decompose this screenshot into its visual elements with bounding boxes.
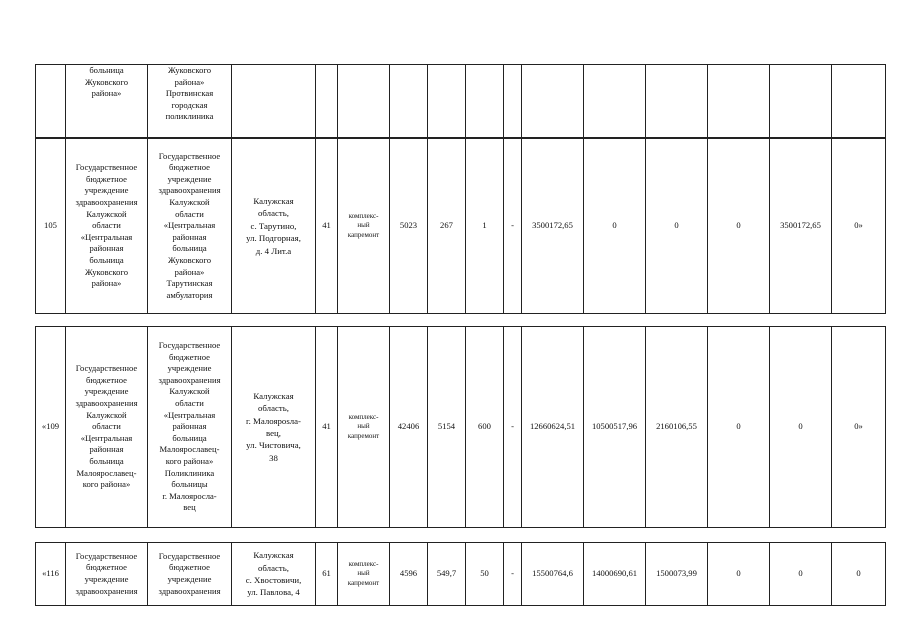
cell-f3 — [708, 65, 770, 138]
text-line: бюджетное — [86, 374, 127, 385]
cell-f4: 0 — [770, 543, 832, 606]
text-line: Калужская — [253, 195, 294, 206]
text-line: Калужской — [169, 386, 210, 397]
text-line: городская — [171, 99, 208, 110]
text-line: Калужская — [253, 390, 294, 401]
text-line: районная — [89, 243, 124, 254]
cell-f3: 0 — [708, 139, 770, 314]
table-row — [36, 543, 886, 606]
text-line: амбулатория — [166, 289, 213, 300]
text-line: Государственное — [75, 363, 138, 374]
cell-v2 — [466, 65, 504, 138]
table-row — [36, 65, 886, 138]
cell-owner — [66, 327, 148, 528]
cell-v2: 600 — [466, 327, 504, 528]
text-line: ный — [357, 569, 370, 578]
table-fragment-3 — [35, 326, 886, 528]
cell-v1: 267 — [428, 139, 466, 314]
text-line: Жуковского — [167, 254, 212, 265]
cell-v2: 50 — [466, 543, 504, 606]
text-line: капремонт — [347, 431, 380, 440]
table-row — [36, 139, 886, 314]
cell-f1: 14000690,61 — [584, 543, 646, 606]
text-line: область, — [258, 562, 289, 573]
table-row — [36, 327, 886, 528]
cell-work — [338, 139, 390, 314]
cell-institution — [148, 327, 232, 528]
text-line: здравоохранения — [158, 185, 221, 196]
text-line: больница — [172, 432, 207, 443]
text-line: д. 4 Лит.а — [255, 245, 292, 256]
text-line: Малоярославец- — [76, 467, 137, 478]
cell-number: «116 — [36, 543, 66, 606]
text-line: Государственное — [158, 550, 221, 561]
text-line: ный — [357, 422, 370, 431]
cell-f5: 0» — [832, 139, 886, 314]
text-line: районная — [172, 231, 207, 242]
cell-f2: 0 — [646, 139, 708, 314]
cell-number: 105 — [36, 139, 66, 314]
text-line: капремонт — [347, 578, 380, 587]
text-line: района» — [174, 266, 205, 277]
text-line: учреждение — [84, 386, 129, 397]
text-line: Жуковского — [84, 266, 129, 277]
text-line: учреждение — [84, 574, 129, 584]
text-line: районная — [172, 421, 207, 432]
text-line: Государственное — [75, 550, 138, 561]
cell-owner — [66, 139, 148, 314]
cell-v1: 549,7 — [428, 543, 466, 606]
text-line: Калужской — [86, 409, 127, 420]
cell-f2: 2160106,55 — [646, 327, 708, 528]
text-line: ул. Павлова, 4 — [247, 587, 300, 598]
cell-v2: 1 — [466, 139, 504, 314]
text-line: Протвинская — [165, 88, 214, 99]
cell-v1 — [428, 65, 466, 138]
cell-dash — [504, 65, 522, 138]
text-line: бюджетное — [86, 562, 127, 573]
cell-area: 4596 — [390, 543, 428, 606]
text-line: больница — [89, 254, 124, 265]
text-line: с. Хвостовичи, — [245, 575, 302, 585]
text-line: «Центральная — [163, 220, 216, 231]
text-line: здравоохранения — [75, 398, 138, 409]
table-fragment-1 — [35, 64, 886, 138]
text-line: г. Малоярosла- — [246, 415, 301, 426]
text-line: учреждение — [167, 173, 212, 184]
text-line: бюджетное — [169, 162, 210, 173]
cell-f5 — [832, 65, 886, 138]
cell-institution — [148, 543, 232, 606]
text-line: Жуковского — [84, 76, 129, 87]
text-line: здравоохранения — [75, 197, 138, 208]
cell-year — [316, 65, 338, 138]
cell-year: 41 — [316, 139, 338, 314]
cell-total: 15500764,6 — [522, 543, 584, 606]
text-line: ул. Подгорная, — [246, 233, 301, 244]
text-line: 38 — [269, 452, 278, 463]
cell-v1: 5154 — [428, 327, 466, 528]
text-line: районная — [89, 444, 124, 455]
text-line: больницы — [171, 479, 208, 490]
text-line: области — [92, 220, 121, 231]
table-fragment-2 — [35, 138, 886, 314]
text-line: «Центральная — [80, 231, 133, 242]
text-line: Малоярославец- — [159, 444, 220, 455]
text-line: Жуковского — [167, 65, 212, 75]
text-line: комплекс- — [348, 559, 379, 568]
cell-address — [232, 139, 316, 314]
cell-f3: 0 — [708, 327, 770, 528]
cell-f2: 1500073,99 — [646, 543, 708, 606]
cell-year: 61 — [316, 543, 338, 606]
text-line: области — [92, 421, 121, 432]
cell-area: 42406 — [390, 327, 428, 528]
text-line: вец — [183, 502, 196, 513]
cell-dash: - — [504, 139, 522, 314]
cell-f3: 0 — [708, 543, 770, 606]
text-line: поликлиника — [165, 111, 214, 122]
text-line: область, — [258, 403, 289, 414]
text-line: здравоохранения — [158, 374, 221, 385]
cell-number: «109 — [36, 327, 66, 528]
text-line: Государственное — [75, 162, 138, 173]
cell-work — [338, 543, 390, 606]
text-line: района» — [174, 76, 205, 87]
text-line: с. Тарутино, — [250, 220, 297, 231]
cell-f2 — [646, 65, 708, 138]
text-line: области — [175, 208, 204, 219]
cell-number — [36, 65, 66, 138]
cell-address — [232, 327, 316, 528]
cell-work — [338, 65, 390, 138]
text-line: ул. Чистовича, — [246, 440, 301, 451]
cell-owner — [66, 543, 148, 606]
text-line: учреждение — [167, 574, 212, 584]
text-line: Калужской — [86, 208, 127, 219]
cell-total: 3500172,65 — [522, 139, 584, 314]
cell-f1: 0 — [584, 139, 646, 314]
text-line: бюджетное — [86, 173, 127, 184]
cell-f4: 3500172,65 — [770, 139, 832, 314]
cell-total — [522, 65, 584, 138]
cell-institution — [148, 139, 232, 314]
text-line: кого района» — [82, 479, 131, 490]
text-line: Поликлиника — [164, 467, 215, 478]
cell-year: 41 — [316, 327, 338, 528]
text-line: больница — [89, 65, 124, 75]
cell-address — [232, 543, 316, 606]
text-line: больница — [172, 243, 207, 254]
cell-address — [232, 65, 316, 138]
text-line: «Центральная — [80, 432, 133, 443]
text-line: района» — [91, 88, 122, 99]
cell-total: 12660624,51 — [522, 327, 584, 528]
text-line: Тарутинская — [166, 278, 213, 289]
text-line: бюджетное — [169, 351, 210, 362]
cell-dash: - — [504, 327, 522, 528]
cell-f1 — [584, 65, 646, 138]
text-line: Государственное — [158, 150, 221, 161]
cell-area — [390, 65, 428, 138]
cell-f4 — [770, 65, 832, 138]
cell-institution — [148, 65, 232, 138]
text-line: Калужской — [169, 197, 210, 208]
text-line: «Центральная — [163, 409, 216, 420]
text-line: здравоохранения — [75, 585, 138, 596]
text-line: область, — [258, 208, 289, 219]
cell-work — [338, 327, 390, 528]
text-line: комплекс- — [348, 211, 379, 220]
text-line: кого района» — [165, 455, 214, 466]
text-line: района» — [91, 278, 122, 289]
text-line: области — [175, 398, 204, 409]
cell-f5: 0 — [832, 543, 886, 606]
cell-f1: 10500517,96 — [584, 327, 646, 528]
cell-f5: 0» — [832, 327, 886, 528]
text-line: г. Малояросла- — [162, 490, 217, 501]
cell-area: 5023 — [390, 139, 428, 314]
text-line: капремонт — [347, 230, 380, 239]
cell-owner — [66, 65, 148, 138]
text-line: Государственное — [158, 340, 221, 351]
text-line: здравоохранения — [158, 585, 221, 596]
text-line: учреждение — [167, 363, 212, 374]
cell-f4: 0 — [770, 327, 832, 528]
text-line: Калужская — [253, 550, 294, 561]
text-line: больница — [89, 455, 124, 466]
text-line: ный — [357, 221, 370, 230]
text-line: учреждение — [84, 185, 129, 196]
text-line: комплекс- — [348, 412, 379, 421]
cell-dash: - — [504, 543, 522, 606]
table-fragment-4 — [35, 542, 886, 606]
text-line: вец, — [266, 428, 281, 438]
text-line: бюджетное — [169, 562, 210, 573]
